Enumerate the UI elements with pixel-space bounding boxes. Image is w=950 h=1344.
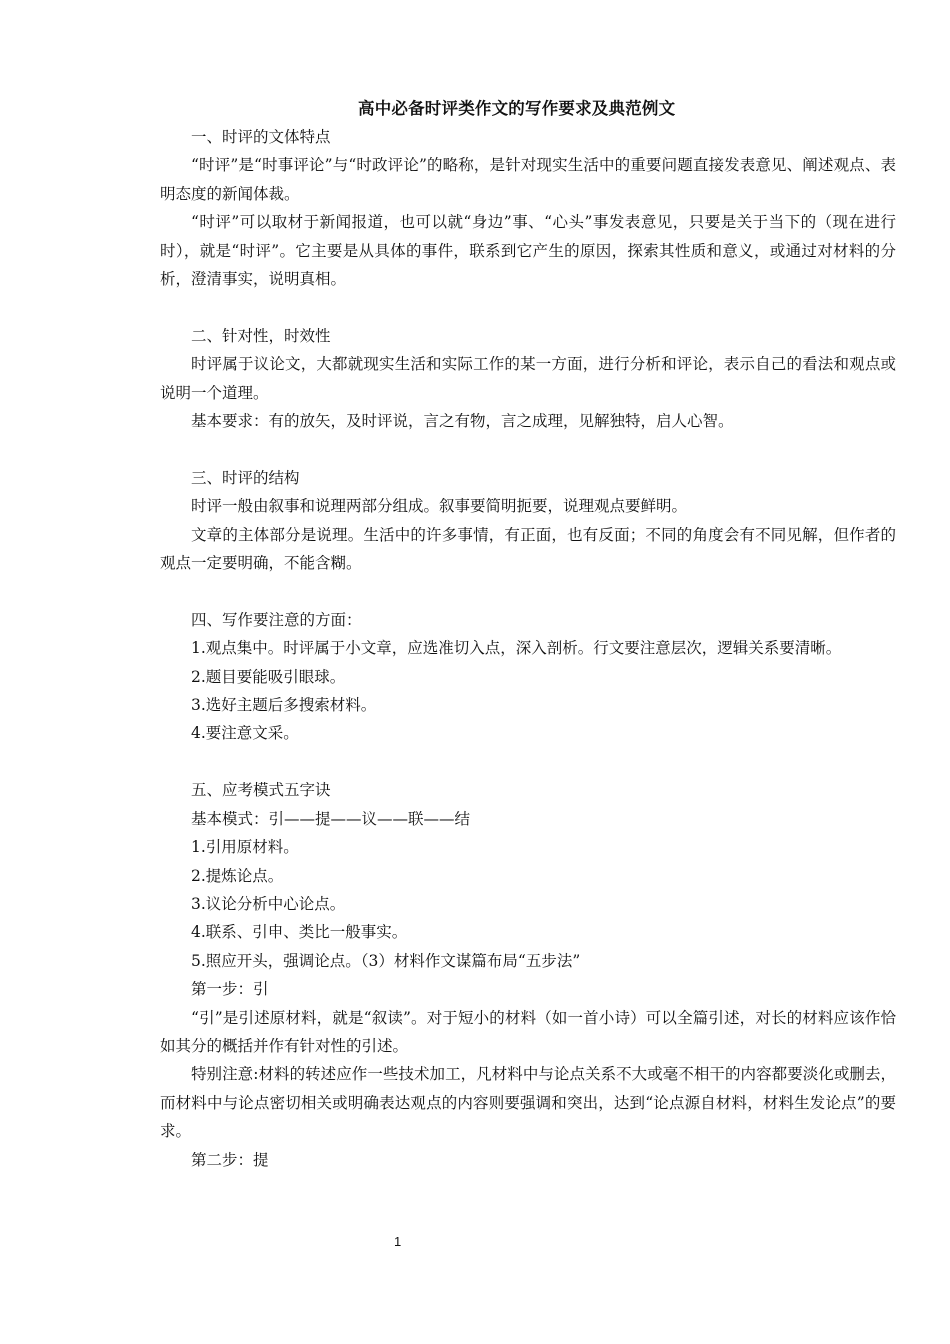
list-item: 4.要注意文采。	[191, 724, 299, 743]
blank-line	[160, 435, 896, 463]
list-item: 1.引用原材料。	[191, 838, 299, 857]
section-heading-4: 四、写作要注意的方面：	[191, 610, 362, 629]
paragraph: 时评属于议论文，大都就现实生活和实际工作的某一方面，进行分析和评论，表示自己的看法和观点或说明一个道理。	[160, 355, 896, 402]
paragraph: 基本模式：引——提——议——联——结	[191, 809, 471, 828]
blank-line	[160, 577, 896, 605]
section-heading-1: 一、时评的文体特点	[191, 128, 331, 146]
document-body	[160, 95, 896, 1174]
blank-line	[160, 293, 896, 321]
paragraph: 时评一般由叙事和说理两部分组成。叙事要简明扼要，说理观点要鲜明。	[191, 497, 688, 516]
list-item: 3.议论分析中心论点。	[191, 894, 346, 913]
list-item: 4.联系、引申、类比一般事实。	[191, 923, 408, 942]
page-number: 1	[394, 1234, 402, 1249]
paragraph: “引”是引述原材料，就是“叙读”。对于短小的材料（如一首小诗）可以全篇引述，对长的材料应该作恰如其分的概括并作有针对性的引述。	[160, 1008, 896, 1055]
list-item: 2.题目要能吸引眼球。	[191, 667, 346, 686]
list-item: 2.提炼论点。	[191, 866, 284, 885]
blank-line	[160, 748, 896, 776]
list-item: 3.选好主题后多搜索材料。	[191, 696, 377, 715]
paragraph: 文章的主体部分是说理。生活中的许多事情，有正面，也有反面；不同的角度会有不同见解，但作者的观点一定要明确，不能含糊。	[160, 525, 896, 573]
step-heading: 第二步：提	[191, 1150, 269, 1169]
paragraph: 特别注意:材料的转述应作一些技术加工，凡材料中与论点关系不大或毫不相干的内容都要淡化或删去，而材料中与论点密切相关或明确表达观点的内容则要强调和突出，达到“论点源自材料，材料生发论点”的要求。	[160, 1065, 896, 1141]
section-heading-5: 五、应考模式五字诀	[191, 781, 331, 800]
list-item: 1.观点集中。时评属于小文章，应选准切入点，深入剖析。行文要注意层次，逻辑关系要清晰。	[191, 639, 842, 658]
paragraph: “时评”是“时事评论”与“时政评论”的略称，是针对现实生活中的重要问题直接发表意见、阐述观点、表明态度的新闻体裁。	[160, 156, 896, 203]
document-title: 高中必备时评类作文的写作要求及典范例文	[358, 99, 676, 118]
section-heading-3: 三、时评的结构	[191, 468, 300, 487]
paragraph: “时评”可以取材于新闻报道，也可以就“身边”事、“心头”事发表意见，只要是关于当下的（现在进行时），就是“时评”。它主要是从具体的事件，联系到它产生的原因，探索其性质和意义，或通过对材料的分析，澄清事实，说明真相。	[160, 213, 896, 289]
step-heading: 第一步：引	[191, 980, 269, 999]
paragraph: 基本要求：有的放矢，及时评说，言之有物，言之成理，见解独特，启人心智。	[191, 412, 734, 431]
list-item: 5.照应开头，强调论点。（3）材料作文谋篇布局“五步法”	[191, 951, 581, 970]
section-heading-2: 二、针对性，时效性	[191, 326, 331, 345]
